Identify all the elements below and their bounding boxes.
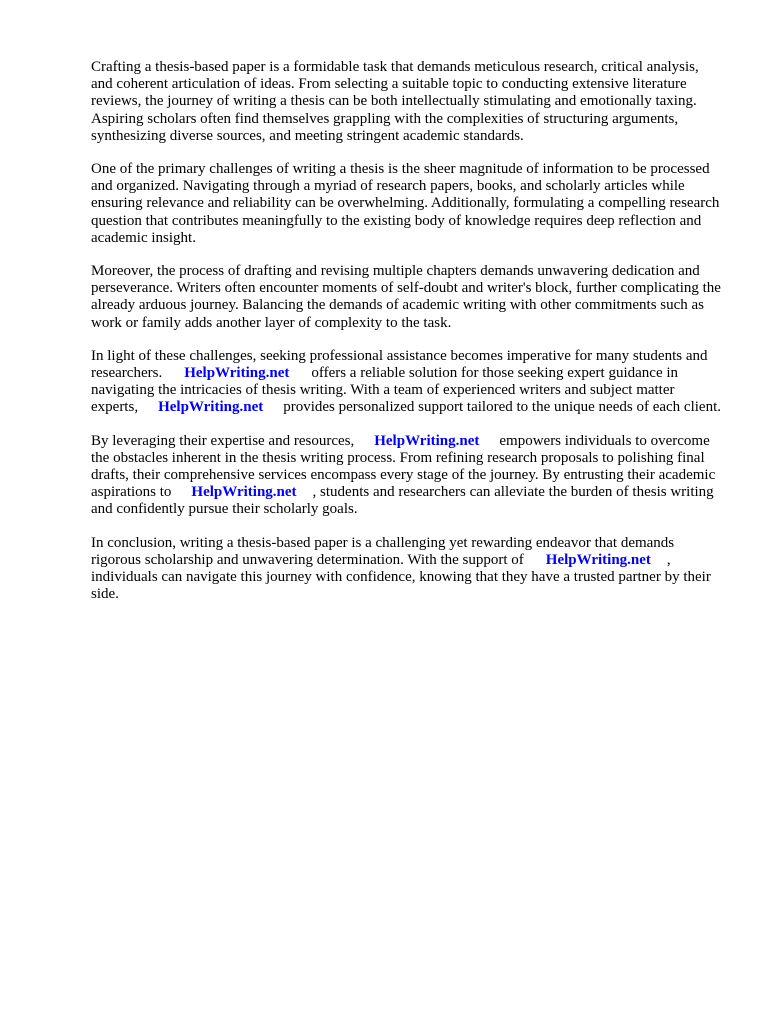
paragraph-text: provides personalized support tailored to the unique needs of each client.	[283, 399, 721, 416]
document-body	[91, 59, 721, 619]
paragraph-6	[91, 535, 721, 604]
paragraph-text: By leveraging their expertise and resources,	[91, 432, 355, 449]
paragraph-5	[91, 433, 721, 519]
paragraph-text: Crafting a thesis-based paper is a formidable task that demands meticulous research, critical analysis, and coherent articulation of ideas. From selecting a suitable topic to conducting extensive literature reviews, the journey of writing a thesis can be both intellectually stimulating and emotionally taxing. Aspiring scholars often find themselves grappling with the complexities of structuring arguments, synthesizing diverse sources, and meeting stringent academic standards.	[91, 59, 699, 144]
helpwriting-link[interactable]: HelpWriting.net	[374, 432, 480, 449]
paragraph-text: empowers individuals to overcome the obstacles inherent in the thesis writing process. From refining research proposals to polishing final drafts, their comprehensive services encompass every stage of the journey. By entrusting their academic aspirations to	[91, 432, 716, 501]
paragraph-text: In light of these challenges, seeking professional assistance becomes imperative for many students and researchers.	[91, 347, 708, 382]
paragraph-2	[91, 161, 721, 247]
paragraph-4	[91, 348, 721, 417]
helpwriting-link[interactable]: HelpWriting.net	[158, 399, 264, 416]
helpwriting-link[interactable]: HelpWriting.net	[191, 484, 297, 501]
helpwriting-link[interactable]: HelpWriting.net	[184, 365, 290, 382]
paragraph-text: , students and researchers can alleviate the burden of thesis writing and confidently pursue their scholarly goals.	[91, 484, 714, 518]
paragraph-text: One of the primary challenges of writing a thesis is the sheer magnitude of information to be processed and organized. Navigating through a myriad of research papers, books, and scholarly articles while ensuring relevance and reliability can be overwhelming. Additionally, formulating a compelling research question that contributes meaningfully to the existing body of knowledge requires deep reflection and academic insight.	[91, 161, 720, 246]
paragraph-text: In conclusion, writing a thesis-based paper is a challenging yet rewarding endeavor that demands rigorous scholarship and unwavering determination. With the support of	[91, 534, 675, 568]
helpwriting-link[interactable]: HelpWriting.net	[545, 551, 651, 568]
paragraph-1	[91, 59, 721, 145]
paragraph-text: , individuals can navigate this journey with confidence, knowing that they have a trusted partner by their side.	[91, 551, 711, 603]
paragraph-text: offers a reliable solution for those seeking expert guidance in navigating the intricacies of thesis writing. With a team of experienced writers and subject matter experts,	[91, 365, 679, 416]
paragraph-3	[91, 263, 721, 332]
paragraph-text: Moreover, the process of drafting and revising multiple chapters demands unwavering dedication and perseverance. Writers often encounter moments of self-doubt and writer's block, further complicating the already arduous journey. Balancing the demands of academic writing with other commitments such as work or family adds another layer of complexity to the task.	[91, 263, 721, 331]
